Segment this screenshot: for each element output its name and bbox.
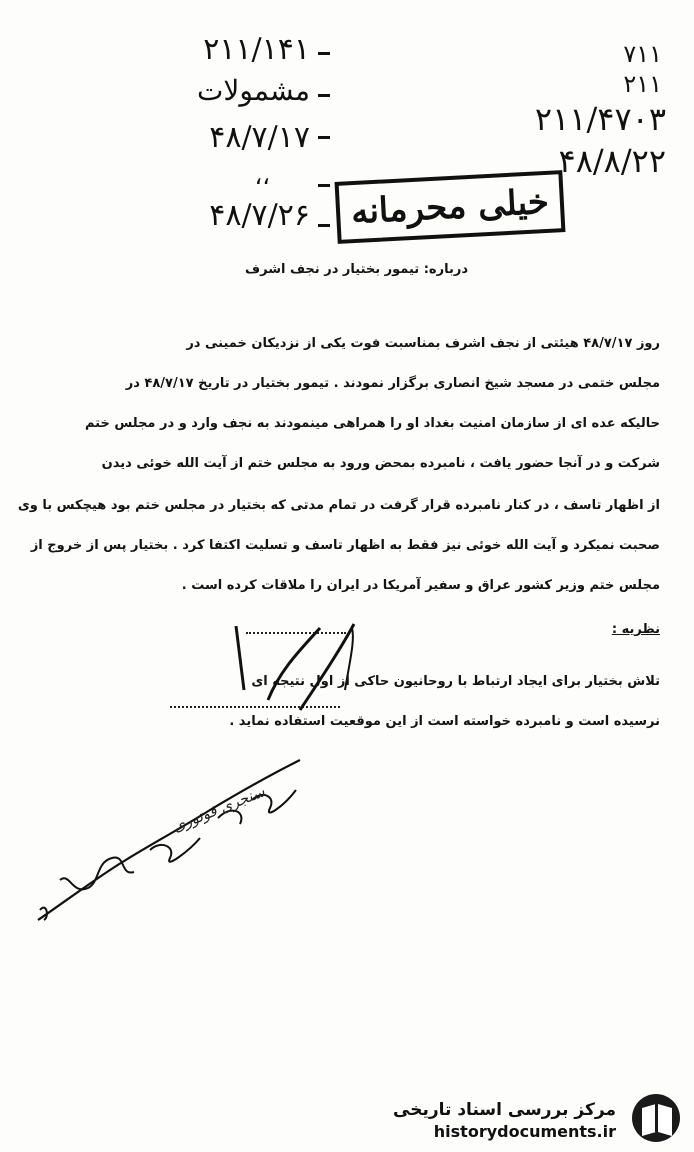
opinion-line: تلاش بختیار برای ایجاد ارتباط با روحانیون حاکی از اول نتیجه ای [251, 674, 660, 689]
opinion-line: نرسیده است و نامبرده خواسته است از این موقعیت استفاده نماید . [229, 714, 660, 729]
code-2: ۲۱۱ [623, 70, 662, 98]
stack-line-1: ۲۱۱/۱۴۱ [203, 32, 310, 67]
code-3: ۲۱۱/۴۷۰۳ [534, 100, 666, 138]
footer-title: مرکز بررسی اسناد تاریخی [393, 1100, 616, 1120]
logo-icon [630, 1092, 682, 1144]
date-handwritten: ۴۸/۸/۲۲ [558, 142, 666, 180]
footer-url: historydocuments.ir [433, 1122, 616, 1141]
code-1: ۷۱۱ [623, 40, 662, 68]
stack-line-4: ،، [254, 162, 270, 190]
stack-line-5: ۴۸/۷/۲۶ [209, 198, 310, 233]
body-line: صحبت نمیکرد و آیت الله خوئی نیز فقط به اظهار تاسف و تسلیت اکتفا کرد . بختیار پس از خروج از [30, 538, 660, 553]
body-line: از اظهار تاسف ، در کنار نامبرده قرار گرفت در تمام مدتی که بختیار در مجلس ختم بود هیچکس با وی [17, 498, 660, 513]
body-line: مجلس ختمی در مسجد شیخ انصاری برگزار نمودند . تیمور بختیار در تاریخ ۴۸/۷/۱۷ در [125, 376, 660, 391]
stack-line-3: ۴۸/۷/۱۷ [209, 120, 310, 155]
body-line: مجلس ختم وزیر کشور عراق و سفیر آمریکا در ایران را ملاقات کرده است . [181, 578, 660, 593]
stack-line-2: مشمولات [197, 74, 310, 107]
body-line: شرکت و در آنجا حضور یافت ، نامبرده بمحض ورود به مجلس ختم از آیت الله خوئی دیدن [101, 456, 660, 471]
subject-line: درباره: تیمور بختیار در نجف اشرف [245, 262, 468, 277]
opinion-label: نظریه : [611, 622, 660, 637]
signature-text: سنجری فوتوری [170, 782, 268, 836]
body-line: حالیکه عده ای از سازمان امنیت بغداد او را همراهی مینمودند به نجف وارد و در مجلس ختم [84, 416, 660, 431]
classification-stamp: خیلی محرمانه [335, 170, 566, 244]
body-line: روز ۴۸/۷/۱۷ هیئتی از نجف اشرف بمناسبت فوت یکی از نزدیکان خمینی در [186, 336, 660, 351]
